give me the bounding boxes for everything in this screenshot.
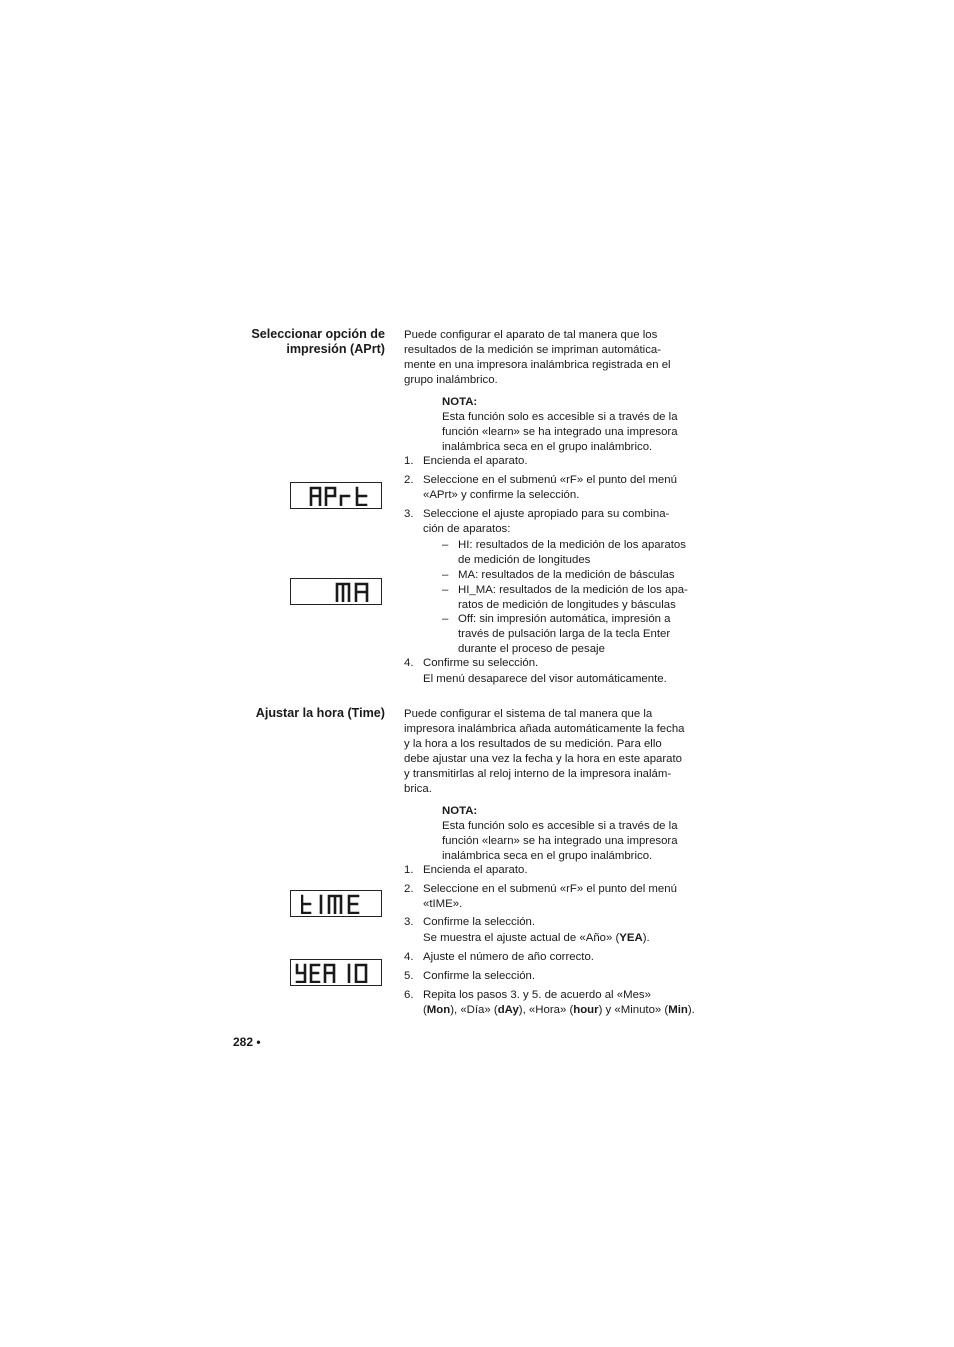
option-item [442, 568, 696, 583]
text-line: mente en una impresora inalámbrica registrada en el [404, 358, 671, 371]
text-line: brica. [404, 782, 432, 795]
text-line: «tIME». [423, 897, 463, 910]
step-item [404, 454, 696, 469]
step-number: 4. [404, 951, 414, 963]
text-line: Seleccione en el submenú «rF» el punto del menú [423, 883, 677, 895]
text-line: y transmitirlas al reloj interno de la impresora inalám- [404, 767, 672, 780]
step-number: 6. [404, 989, 414, 1001]
bold-fragment: dAy [497, 1003, 519, 1016]
text-line: Encienda el aparato. [423, 455, 528, 467]
text-line: Seleccione en el submenú «rF» el punto del menú [423, 474, 677, 486]
option-item [442, 583, 696, 613]
text-line: través de pulsación larga de la tecla Enter [458, 627, 671, 640]
bold-fragment: Mon [426, 1003, 451, 1016]
step-item [404, 473, 696, 503]
text-line: Esta función solo es accesible si a través de la [442, 819, 678, 832]
text-line: Esta función solo es accesible si a través de la [442, 410, 678, 423]
bold-fragment: Min [668, 1003, 688, 1016]
text-line: ratos de medición de longitudes y básculas [458, 598, 676, 611]
text-line: Puede configurar el sistema de tal manera que la [404, 708, 653, 720]
note-time [442, 804, 696, 864]
text-line: durante el proceso de pesaje [458, 642, 605, 655]
text-line: y la hora a los resultados de su medición. Para ello [404, 737, 662, 750]
text-line: debe ajustar una vez la fecha y la hora en este aparato [404, 752, 682, 765]
text-line: Off: sin impresión automática, impresión a [458, 613, 671, 625]
lcd-display-year [290, 959, 382, 986]
text-line: El menú desaparece del visor automáticamente. [423, 673, 667, 686]
intro-paragraph-time [404, 707, 696, 796]
text-line: resultados de la medición se impriman automática- [404, 343, 662, 356]
step-number: 2. [404, 883, 414, 895]
lcd-display-aprt [290, 482, 382, 509]
heading-line: Ajustar la hora (Time) [255, 706, 385, 720]
dash-mark: – [442, 584, 449, 596]
lcd-segments [309, 486, 371, 506]
text-line: función «learn» se ha integrado una impresora [442, 425, 678, 438]
note-label: NOTA: [442, 805, 478, 817]
step-item [404, 969, 696, 984]
text-line: Confirme su selección. [423, 657, 539, 669]
text-line: impresora inalámbrica añada automáticamente la fecha [404, 722, 685, 735]
text-line: MA: resultados de la medición de básculas [458, 569, 675, 581]
lcd-display-ma [290, 578, 382, 605]
section-heading-aprt [251, 327, 385, 357]
note-label: NOTA: [442, 396, 478, 408]
step-number: 2. [404, 474, 414, 486]
text-line: «APrt» y confirme la selección. [423, 488, 580, 501]
text-line: Repita los pasos 3. y 5. de acuerdo al «Mes» [423, 989, 651, 1001]
bold-fragment: YEA [619, 932, 643, 945]
step-number: 1. [404, 455, 414, 467]
dash-mark: – [442, 613, 449, 625]
text-fragment: ). [642, 932, 650, 945]
text-line: función «learn» se ha integrado una impresora [442, 834, 678, 847]
text-fragment: ), «Día» ( [450, 1003, 498, 1016]
step-item [404, 882, 696, 912]
text-line: Ajuste el número de año correcto. [423, 951, 594, 963]
step-item [404, 507, 696, 537]
step-item [404, 915, 696, 946]
bold-fragment: hour [573, 1003, 599, 1016]
text-line: HI: resultados de la medición de los aparatos [458, 539, 686, 551]
step-number: 3. [404, 508, 414, 520]
text-line: Puede configurar el aparato de tal manera que los [404, 329, 658, 341]
text-line: ción de aparatos: [423, 522, 511, 535]
lcd-segments [301, 894, 371, 914]
lcd-segments [295, 963, 371, 983]
step-number: 5. [404, 970, 414, 982]
step-item [404, 863, 696, 878]
lcd-display-time [290, 890, 382, 917]
text-line: Encienda el aparato. [423, 864, 528, 876]
text-line: Seleccione el ajuste apropiado para su combina- [423, 508, 670, 520]
text-line: grupo inalámbrico. [404, 373, 498, 386]
text-line: de medición de longitudes [458, 553, 591, 566]
text-line [423, 1003, 696, 1018]
text-line [423, 931, 696, 946]
step-item [404, 988, 696, 1018]
intro-paragraph-aprt [404, 328, 696, 388]
page-number: 282 • [233, 1035, 261, 1049]
option-item [442, 612, 696, 657]
step-number: 4. [404, 657, 414, 669]
step-item [404, 950, 696, 965]
lcd-segments [335, 582, 371, 602]
text-line: inalámbrica seca en el grupo inalámbrico. [442, 440, 653, 453]
text-line: Confirme la selección. [423, 916, 536, 928]
step-item [404, 656, 696, 687]
text-fragment: ). [687, 1003, 695, 1016]
heading-line: impresión (APrt) [286, 342, 385, 356]
dash-mark: – [442, 539, 449, 551]
option-item [442, 538, 696, 568]
step-number: 1. [404, 864, 414, 876]
heading-line: Seleccionar opción de [251, 327, 385, 341]
section-heading-time [256, 706, 385, 721]
text-fragment: Se muestra el ajuste actual de «Año» ( [423, 932, 620, 945]
text-line: inalámbrica seca en el grupo inalámbrico. [442, 849, 653, 862]
text-line: Confirme la selección. [423, 970, 536, 982]
text-line: HI_MA: resultados de la medición de los apa- [458, 584, 688, 596]
dash-mark: – [442, 569, 449, 581]
step-number: 3. [404, 916, 414, 928]
note-aprt [442, 395, 696, 455]
text-fragment: ) y «Minuto» ( [598, 1003, 669, 1016]
text-fragment: ( [423, 1003, 427, 1016]
text-fragment: ), «Hora» ( [518, 1003, 574, 1016]
